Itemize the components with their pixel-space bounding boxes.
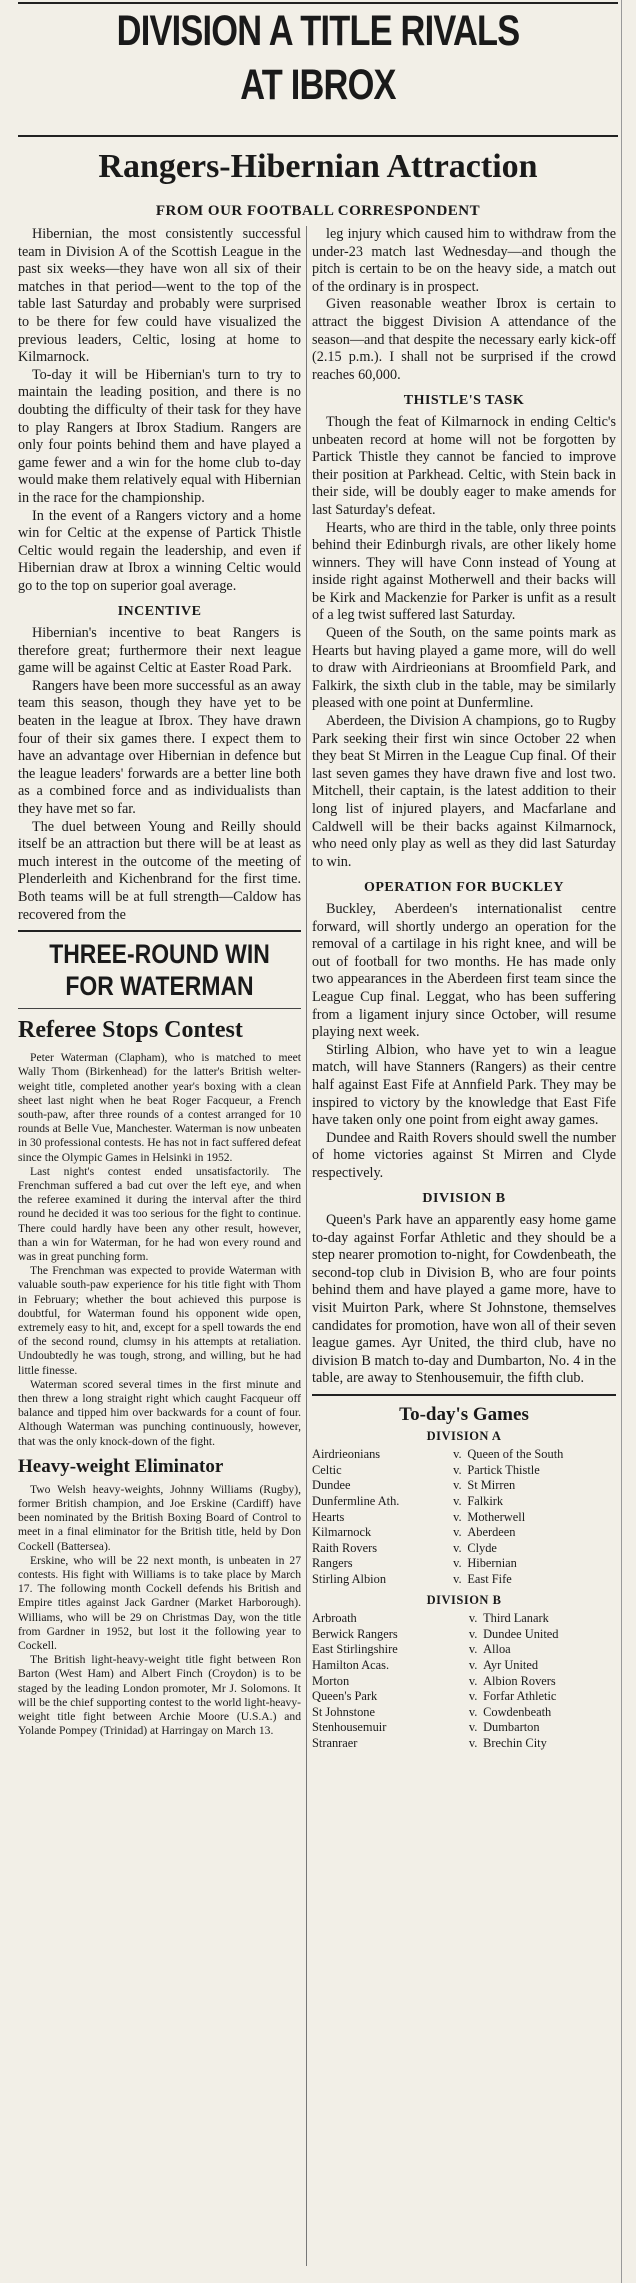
home-team: Hamilton Acas. [312,1657,390,1672]
division-a-fixtures [312,1447,616,1587]
home-team: Morton [312,1673,350,1688]
right-column-edge [621,0,636,2283]
home-team: Raith Rovers [312,1540,378,1555]
fixture-row [312,1556,616,1572]
versus: v. [453,1556,462,1571]
paragraph: Hibernian's incentive to beat Rangers is therefore great; furthermore their next league game will be against Celtic at Easter Road Park. [18,625,301,677]
headline [78,4,558,112]
fixture-row [312,1510,616,1526]
paragraph: Erskine, who will be 22 next month, is unbeaten in 27 contests. His fight with Williams is to take place by March 17. The following month Cockell defends his British and Empire titles against Jack Gardner (Market Harborough). Williams, who will be 29 on Christmas Day, won the title from Gardner in 1952, but lost it the following year to Cockell. [18,1553,301,1653]
away-team: Brechin City [483,1735,547,1750]
away-team: Dundee United [483,1626,559,1641]
incentive-crosshead: INCENTIVE [117,604,202,620]
paragraph: Rangers have been more successful as an away team this season, though they have yet to be beaten in the league at Ibrox. They have drawn four of their six games there. I expect them to have an advantage over Hibernian in defence but the league leaders' forwards are a better line both as a combined force and as individualists than they have met so far. [18,677,301,817]
paragraph: Hibernian, the most consistently successful team in Division A of the Scottish League in the past six weeks—they have won all six of their matches in that period—went to the top of the table last Saturday and probably were surprised to be there for few could have visualized the previous leaders, Celtic, losing at home to Kilmarnock. [18,226,301,366]
versus: v. [453,1462,462,1477]
versus: v. [453,1540,462,1555]
versus: v. [468,1704,478,1719]
main-article-part-2 [312,226,616,384]
versus: v. [468,1735,478,1750]
boxing-subhead: Referee Stops Contest [18,1017,243,1044]
division-b-crosshead: DIVISION B [422,1191,506,1207]
main-article-part-1 [18,226,301,595]
heavyweight-article [18,1483,301,1739]
home-team: Stirling Albion [312,1571,387,1586]
fixture-row [312,1627,616,1643]
paragraph: Aberdeen, the Division A champions, go to Rugby Park seeking their first win since October 22 when they beat St Mirren in the League Cup final. Of their last seven games they have drawn five and lost two. Mitchell, their captain, is the latest addition to their long list of injured players, and Macfarlane and Caldwell will be their backs against Kilmarnock, who need only play as well as they did last Saturday to win. [312,713,616,870]
thistle-section [312,414,616,871]
away-team: Dumbarton [483,1720,540,1735]
fixture-row [312,1572,616,1588]
home-team: Dundee [312,1478,351,1493]
headline-rule [18,135,618,137]
versus: v. [453,1525,462,1540]
paragraph: Queen of the South, on the same points mark as Hearts but having played a game more, will do well to draw with Airdrieonians at Broomfield Park, and Falkirk, the sixth club in the table, may be similarly pleased with one point at Dunfermline. [312,625,616,712]
left-column-edge [0,205,14,1905]
paragraph: Two Welsh heavy-weights, Johnny Williams (Rugby), former British champion, and Joe Erskine (Cardiff) have been nominated by the British Boxing Board of Control to meet in a final eliminator for the British title, held by Don Cockell (Battersea). [18,1482,301,1553]
paragraph: Though the feat of Kilmarnock in ending Celtic's unbeaten record at home will not be forgotten by Partick Thistle they cannot be fancied to improve their position at Parkhead. Celtic, with Stein back in their side, will be doubly eager to make amends for last Saturday's defeat. [312,413,616,518]
fixtures-rule [312,1394,616,1396]
home-team: Queen's Park [312,1689,378,1704]
paragraph: leg injury which caused him to withdraw from the under-23 match last Wednesday—and though the pitch is certain to be on the heavy side, a match out of the ordinary is in prospect. [312,226,616,295]
division-b-section [312,1212,616,1388]
versus: v. [453,1509,462,1524]
versus: v. [453,1447,462,1462]
fixture-row [312,1736,616,1752]
away-team: Queen of the South [467,1447,564,1462]
boxing-subrule [18,1008,301,1009]
paragraph: The duel between Young and Reilly should itself be an attraction but there will be at least as much interest in the outcome of the meeting of Plenderleith and Kichenbrand for the first time. Both teams will be at full strength—Caldow has recovered from the [18,818,301,923]
paragraph: The Frenchman was expected to provide Waterman with valuable south-paw experience for his title fight with Thom in February; whether the bout achieved this purpose is doubtful, for Waterman found his opponent wide open, extremely easy to hit, and, except for a spell towards the end of the second round, clumsy in his attempts at retaliation. Undoubtedly he was tough, strong, and willing, but he had little finesse. [18,1264,301,1377]
away-team: Hibernian [467,1556,517,1571]
home-team: East Stirlingshire [312,1642,398,1657]
paragraph: Peter Waterman (Clapham), who is matched to meet Wally Thom (Birkenhead) for the latter's British welter-weight title, completed another year's boxing with a clean sheet last night when he beat Roger Facqueur, a French south-paw, after three rounds of a contest arranged for 10 rounds at Belle Vue, Manchester. Waterman is now unbeaten in 30 professional contests. He has not in fact suffered defeat since the Olympic Games in Helsinki in 1952. [18,1051,301,1164]
headline-line-2: AT IBROX [240,61,396,109]
column-1 [18,226,301,1739]
fixtures-title: To-day's Games [399,1404,529,1425]
fixture-row [312,1463,616,1479]
away-team: Forfar Athletic [483,1689,557,1704]
paragraph: Waterman scored several times in the first minute and then threw a long straight right which caught Facqueur off balance and tipped him over backwards for a count of four. Although Waterman was punching continuously, however, that was the only knock-down of the fight. [18,1377,301,1448]
home-team: Celtic [312,1462,342,1477]
versus: v. [468,1673,478,1688]
paragraph: Hearts, who are third in the table, only three points behind their Edinburgh rivals, are other likely home winners. They will have Conn instead of Young at inside right against Motherwell and their backs will be Kirk and Mackenzie for Parker is unfit as a result of a leg twist suffered last Saturday. [312,519,616,624]
home-team: St Johnstone [312,1704,375,1719]
fixture-row [312,1658,616,1674]
home-team: Arbroath [312,1611,357,1626]
away-team: Aberdeen [467,1525,516,1540]
boxing-headline-line-2: FOR WATERMAN [65,971,254,1002]
paragraph: To-day it will be Hibernian's turn to try to maintain the leading position, and there is no doubting the difficulty of their task for they have to play Rangers at Ibrox Stadium. Rangers are only four points behind them and have played a game fewer and a win for the home club to-day would make them relatively equal with Hibernian in the race for the championship. [18,366,301,506]
home-team: Airdrieonians [312,1447,381,1462]
versus: v. [468,1689,478,1704]
home-team: Hearts [312,1509,345,1524]
column-2 [312,226,616,1751]
away-team: St Mirren [467,1478,516,1493]
buckley-crosshead: OPERATION FOR BUCKLEY [363,880,565,896]
byline: FROM OUR FOOTBALL CORRESPONDENT [155,203,481,219]
versus: v. [468,1642,478,1657]
boxing-article [18,1051,301,1449]
home-team: Berwick Rangers [312,1626,398,1641]
column-divider [306,226,307,2266]
heavyweight-subhead: Heavy-weight Eliminator [18,1455,224,1477]
paragraph: Buckley, Aberdeen's internationalist centre forward, will shortly undergo an operation for the removal of a cartilage in his right knee, and will be out of football for two months. He has made only two appearances in the Aberdeen first team since the League Cup final. Leggat, who has been suffering from a ligament injury since October, will resume playing next week. [312,900,616,1041]
home-team: Rangers [312,1556,353,1571]
home-team: Dunfermline Ath. [312,1493,400,1508]
versus: v. [453,1478,462,1493]
away-team: Cowdenbeath [483,1704,552,1719]
versus: v. [468,1657,478,1672]
buckley-section [312,901,616,1183]
thistle-crosshead: THISTLE'S TASK [403,393,525,409]
paragraph: In the event of a Rangers victory and a home win for Celtic at the expense of Partick Thistle Celtic would regain the leadership, and even if Hibernian draw at Ibrox a winning Celtic would go to the top on superior goal average. [18,507,301,594]
paragraph: Given reasonable weather Ibrox is certain to attract the biggest Division A attendance of the season—and that despite the necessary early kick-off (2.15 p.m.). I shall not be surprised if the crowd reaches 60,000. [312,296,616,383]
boxing-headline-line-1: THREE-ROUND WIN [49,939,270,970]
away-team: Partick Thistle [467,1462,540,1477]
division-b-fixtures [312,1611,616,1751]
fixture-row [312,1611,616,1627]
fixture-row [312,1525,616,1541]
away-team: Falkirk [467,1493,504,1508]
paragraph: The British light-heavy-weight title fight between Ron Barton (West Ham) and Albert Finch (Croydon) is to be staged by the leading London promoter, Mr J. Solomons. It will be the chief supporting contest to the world light-heavy-weight title fight between Archie Moore (U.S.A.) and Yolande Pompey (Trinidad) at Harringay on March 13. [18,1653,301,1738]
fixture-row [312,1689,616,1705]
fixture-row [312,1494,616,1510]
fixture-row [312,1478,616,1494]
away-team: Motherwell [467,1509,526,1524]
fixture-row [312,1541,616,1557]
home-team: Stranraer [312,1735,358,1750]
away-team: Ayr United [483,1657,539,1672]
home-team: Kilmarnock [312,1525,372,1540]
paragraph: Queen's Park have an apparently easy home game to-day against Forfar Athletic and they should be a step nearer promotion to-night, for Cowdenbeath, the second-top club in Division B, who are four points behind them and have played a game more, have to visit Muirton Park, where St Johnstone, themselves candidates for promotion, have won all of their seven league games. Ayr United, the third club, have no division B match to-day and Dumbarton, No. 4 in the table, are away to Stenhousemuir, the fifth club. [312,1212,616,1387]
versus: v. [468,1611,478,1626]
fixture-row [312,1720,616,1736]
boxing-rule [18,930,301,932]
fixture-row [312,1674,616,1690]
versus: v. [453,1571,462,1586]
away-team: Third Lanark [483,1611,549,1626]
paragraph: Last night's contest ended unsatisfactorily. The Frenchman suffered a bad cut over the left eye, and when the referee examined it during the interval after the third round he decided it was too serious for the fight to continue. There could hardly have been any other result, however, than a win for Waterman, for he had won every round and was in great punching form. [18,1164,301,1263]
fixture-row [312,1642,616,1658]
versus: v. [468,1720,478,1735]
away-team: Alloa [483,1642,511,1657]
home-team: Stenhousemuir [312,1720,387,1735]
incentive-section [18,625,301,924]
versus: v. [453,1493,462,1508]
headline-line-1: DIVISION A TITLE RIVALS [116,7,520,55]
away-team: Albion Rovers [483,1673,556,1688]
article-subhead: Rangers-Hibernian Attraction [98,148,538,185]
away-team: East Fife [467,1571,512,1586]
fixture-row [312,1705,616,1721]
away-team: Clyde [467,1540,497,1555]
paragraph: Stirling Albion, who have yet to win a league match, will have Stanners (Rangers) as their centre half against East Fife at Annfield Park. They may be inspired to victory by the knowledge that East Fife have taken only one point from eight away games. [312,1041,616,1129]
boxing-headline [39,938,280,1002]
versus: v. [468,1626,478,1641]
division-a-label: DIVISION A [426,1428,502,1443]
paragraph: Dundee and Raith Rovers should swell the number of home victories against St Mirren and Clyde respectively. [312,1129,616,1181]
fixture-row [312,1447,616,1463]
division-b-label: DIVISION B [426,1592,502,1607]
